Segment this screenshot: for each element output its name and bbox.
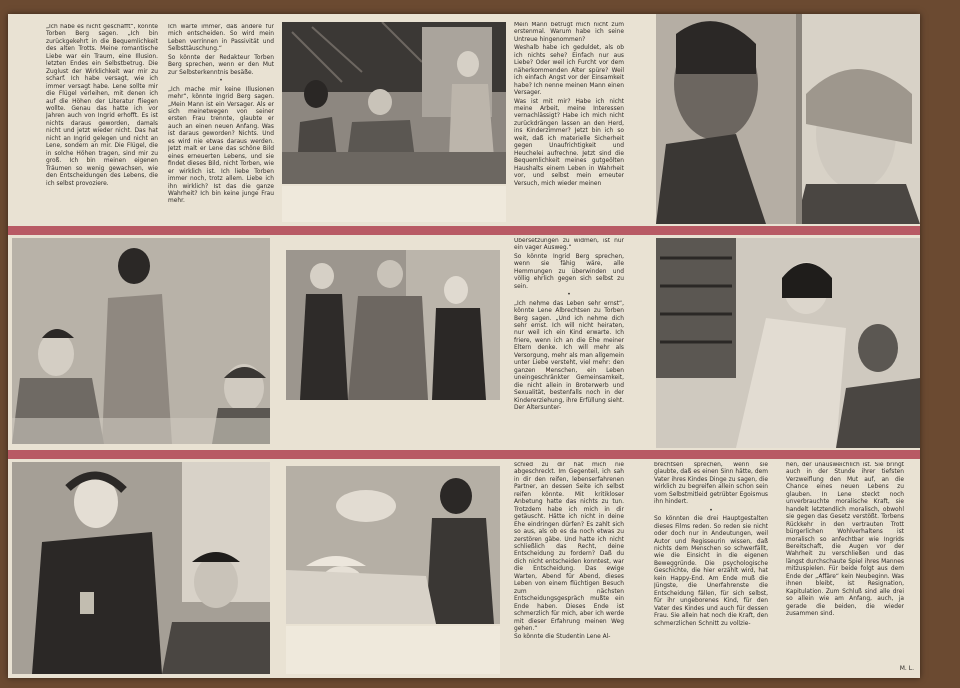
section-separator: • bbox=[709, 507, 713, 514]
photo-family-desk bbox=[12, 238, 270, 444]
section-separator: • bbox=[219, 78, 223, 85]
paragraph: Übersetzungen zu widmen, ist nur ein vager Ausweg.“ bbox=[514, 238, 624, 252]
photo-woman-bed bbox=[286, 466, 500, 624]
red-band-middle bbox=[8, 450, 920, 459]
text-column-5 bbox=[514, 462, 624, 674]
author-signature: M. L. bbox=[899, 665, 914, 672]
paragraph: Mein Mann betrügt mich nicht zum erstenmal. Warum habe ich seine Untreue hingenommen? bbox=[514, 22, 624, 43]
photo-couple-bar bbox=[282, 22, 506, 184]
red-band-top bbox=[8, 226, 920, 235]
paragraph: hen, der unausweichlich ist. Sie bringt auch in der Stunde ihrer tiefsten Verzweiflung den Mut auf, an die Chance eines neuen Lebens zu glauben. In Lene steckt noch unverbrauchte moralische Kraft, sie handelt letztendlich moralisch, obwohl sie gegen das Gesetz verstößt. Torbens Rückkehr in den vertrauten Trott bürgerlichen Wohlverhaltens ist moralisch so anfechtbar wie Ingrids Bereitschaft, die Augen vor der Wahrheit zu verschließen und das längst durchschaute Spiel ihres Mannes mitzuspielen. Für beide folgt aus dem Ende der „Affäre“ kein Neubeginn. Was ihnen bleibt, ist Resignation, Kapitulation. Zum Schluß sind alle drei so allein wie am Anfang, auch, ja gerade die beiden, die wieder zusammen sind. bbox=[786, 462, 904, 618]
photo-woman-comforts-man bbox=[656, 238, 920, 448]
paragraph: „Ich mache mir keine Illusionen mehr“, könnte Ingrid Berg sagen. „Mein Mann ist ein Versager. Als er sich meinetwegen von seiner ersten Frau trennte, glaubte er auch an einen neuen Anfang. Was ist daraus geworden? Nichts. Und es wird nie etwas daraus werden. Jetzt malt er Lene das schöne Bild eines erneuerten Lebens, und sie findet dieses Bild, nicht Torben, wie er wirklich ist. Ich liebe Torben immer noch, trotz allem. Liebe ich ihn wirklich? Ist das die ganze Wahrheit? Ich bin keine junge Frau mehr. bbox=[168, 86, 274, 205]
photo-three-people bbox=[286, 250, 500, 400]
paragraph: schied zu dir hat mich nie abgeschreckt. Im Gegenteil, ich sah in dir den reifen, lebenserfahrenen Partner, an dessen Seite ich selbst reifen könnte. Mit kritikloser Anbetung hatte das nichts zu tun. Trotzdem habe ich mich in dir getäuscht. Hätte ich nicht in deine Ehe eindringen dürfen? Es zahlt sich so aus, als ob es da noch etwas zu zerstören gäbe. Und hatte ich nicht schließlich das Recht, deine Entscheidung zu fordern? Daß du dich nicht entscheiden konntest, war die Entscheidung. Das ewige Warten, Abend für Abend, dieses Leben von einem flüchtigen Besuch zum nächsten Entscheidungsgespräch mußte ein Ende haben. Dieses Ende ist schmerzlich für mich, aber ich werde mit dieser Erfahrung meinen Weg gehen.“ bbox=[514, 462, 624, 632]
photo-man-closeup-woman bbox=[656, 14, 920, 224]
paragraph: „Ich habe es nicht geschafft“, könnte Torben Berg sagen. „Ich bin zurückgekehrt in die Bequemlichkeit des alten Trotts. Meine romantische Liebe war ein Traum, eine Illusion. letzten Endes ein Selbstbetrug. Die Zuglust der Wirklichkeit war mir zu scharf. Ich habe versagt, wie ich immer versagt habe. Lene sollte mir die Flügel verleihen, mit denen ich auf die Höhen der Literatur fliegen wollte. Genau das hatte ich vor Jahren auch von Ingrid erhofft. Es ist nichts daraus geworden, damals nicht und jetzt wieder nicht. Das hat nicht an Ingrid gelegen und nicht an Lene, sondern an mir. Die Flügel, die in solche Höhen tragen, sind mir zu groß. Ich bin meinen eigenen Träumen so wenig gewachsen, wie den Entscheidungen des Lebens, die ich selbst provoziere. bbox=[46, 24, 158, 187]
paragraph: brechtsen sprechen, wenn sie glaubte, daß es einen Sinn hätte, dem Vater ihres Kindes Dinge zu sagen, die wirklich zu begreifen allein schon sein vom Selbstmitleid getrübter Egoismus ihn hindert. bbox=[654, 462, 768, 506]
text-column-3 bbox=[514, 22, 624, 222]
text-column-7 bbox=[786, 462, 904, 662]
paragraph: Weshalb habe ich geduldet, als ob ich nichts sehe? Einfach nur aus Liebe? Oder weil ich Furcht vor dem näherkommenden Alter spüre? Weil ich einfach Angst vor der Einsamkeit habe? Ich nenne meinen Mann einen Versager. bbox=[514, 45, 624, 97]
section-separator: • bbox=[567, 292, 571, 299]
paragraph: So könnte die Studentin Lene Al- bbox=[514, 634, 611, 641]
paragraph: So könnten die drei Hauptgestalten dieses Films reden. So reden sie nicht oder doch nur in Andeutungen, weil Autor und Regisseurin wissen, daß nichts dem Menschen so schwerfällt, wie die Einsicht in die eigenen Beweggründe. Die psychologische Geschichte, die hier erzählt wird, hat kein Happy-End. Am Ende muß die Jüngste, die Unerfahrenste die Entscheidung fällen, für sich selbst, für ihr ungeborenes Kind, für den Vater des Kindes und auch für dessen Frau. Sie allein hat noch die Kraft, den schmerzlichen Schnitt zu vollzie- bbox=[654, 516, 768, 627]
paragraph: So könnte der Redakteur Torben Berg sprechen, wenn er den Mut zur Selbsterkenntnis besäße. bbox=[168, 54, 274, 76]
paragraph: „Ich nehme das Leben sehr ernst“, könnte Lene Albrechtsen zu Torben Berg sagen. „Und ich nehme dich sehr ernst. Ich will nicht heiraten, nur weil ich ein Kind erwarte. Ich friere, wenn ich an die Ehe meiner Eltern denke. Ich will mehr als Versorgung, mehr als man allgemein unter Liebe versteht, viel mehr: den ganzen Menschen, ein Leben uneingeschränkter Gemeinsamkeit, die nicht allein in Broterwerb und Sexualität, bestenfalls noch in der Kindererziehung, ihre Erfüllung sieht. Der Altersunter- bbox=[514, 300, 624, 411]
paragraph: So könnte Ingrid Berg sprechen, wenn sie fähig wäre, alle Hemmungen zu überwinden und völlig ehrlich gegen sich selbst zu sein. bbox=[514, 253, 624, 290]
magazine-spread bbox=[8, 14, 920, 678]
text-column-2 bbox=[168, 24, 274, 222]
photo-caption-space bbox=[282, 186, 506, 222]
text-column-6 bbox=[654, 462, 768, 674]
photo-woman-glass bbox=[12, 462, 270, 674]
paragraph: Was ist mit mir? Habe ich nicht meine Arbeit, meine Interessen vernachlässigt? Habe ich mich nicht zurückdrängen lassen an den Herd, ins Kinderzimmer? Jetzt bin ich so weit, daß ich materielle Sicherheit gegen Unaufrichtigkeit und Heuchelei aufrechne. Jetzt sind die Bequemlichkeit meines gutgeölten Haushalts einem Leben in Wahrheit vor, und selbst mein erneuter Versuch, mich wieder meinen bbox=[514, 98, 624, 187]
text-column-4 bbox=[514, 238, 624, 448]
photo-caption-space-2 bbox=[286, 626, 500, 674]
text-column-1 bbox=[46, 24, 158, 222]
paragraph: Ich warte immer, daß andere für mich entscheiden. So wird mein Leben verrinnen in Passivität und Selbsttäuschung.“ bbox=[168, 24, 274, 53]
